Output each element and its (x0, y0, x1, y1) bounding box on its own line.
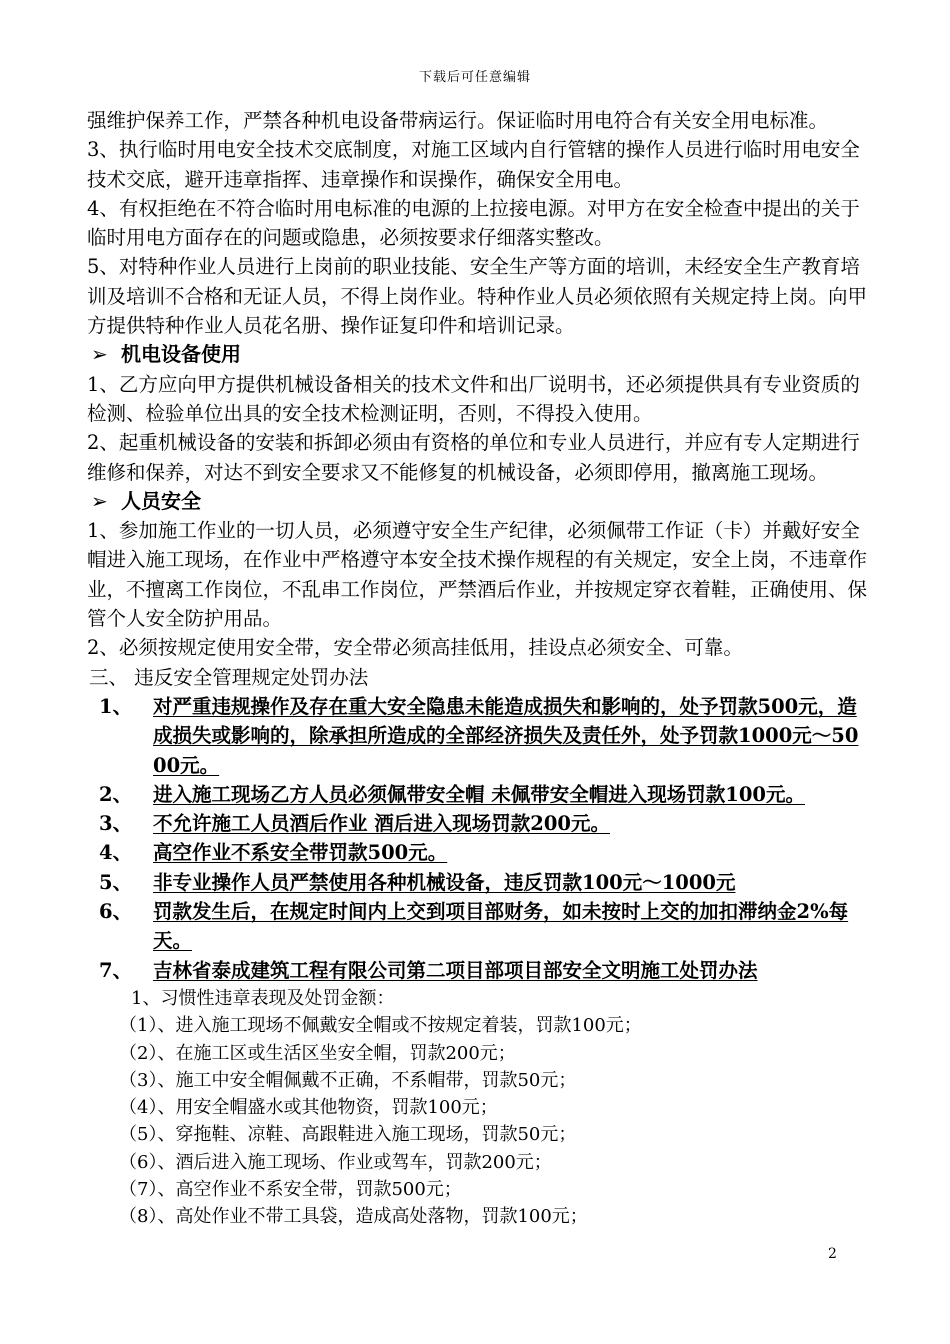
penalty-rule (87, 838, 867, 867)
section-heading-equipment (87, 340, 867, 369)
paragraph: 2、起重机械设备的安装和拆卸必须由有资格的单位和专业人员进行，并应有专人定期进行维修和保养，对达不到安全要求又不能修复的机械设备，必须即停用，撤离施工现场。 (87, 431, 860, 484)
rule-number: 2、 (99, 782, 133, 806)
paragraph: 4、有权拒绝在不符合临时用电标准的电源的上拉接电源。对甲方在安全检查中提出的关于临时用电方面存在的问题或隐患，必须按要求仔细落实整改。 (87, 196, 860, 250)
rule-number: 6、 (99, 900, 133, 924)
section-title: 机电设备使用 (121, 342, 241, 367)
rule-text: 吉林省泰成建筑工程有限公司第二项目部项目部安全文明施工处罚办法 (153, 958, 758, 982)
penalty-rule-list (87, 692, 867, 985)
section-title: 人员安全 (121, 488, 201, 513)
paragraph: 5、对特种作业人员进行上岗前的职业技能、安全生产等方面的培训，未经安全生产教育培训及培训不合格和无证人员，不得上岗作业。特种作业人员必须依照有关规定持上岗。向甲方提供特种作业人员花名册、操作证复印件和培训记录。 (87, 255, 868, 338)
rule-text: 高空作业不系安全带罚款500元。 (153, 841, 448, 865)
rule-number: 3、 (99, 812, 133, 836)
list-item: （6）、酒后进入施工现场、作业或驾车，罚款200元； (119, 1151, 552, 1173)
penalty-rule (87, 692, 867, 780)
paragraph: 强维护保养工作，严禁各种机电设备带病运行。保证临时用电符合有关安全用电标准。 (87, 109, 829, 132)
rule-text: 不允许施工人员酒后作业 酒后进入现场罚款200元。 (153, 812, 610, 836)
list-item: （2）、在施工区或生活区坐安全帽，罚款200元； (119, 1042, 516, 1064)
list-item: （5）、穿拖鞋、凉鞋、高跟鞋进入施工现场，罚款50元； (119, 1124, 577, 1146)
rule-number: 4、 (99, 841, 133, 865)
list-item: （4）、用安全帽盛水或其他物资，罚款100元； (119, 1097, 498, 1119)
penalty-heading: 三、 违反安全管理规定处罚办法 (89, 665, 369, 689)
penalty-rule (87, 868, 867, 897)
rule-text: 进入施工现场乙方人员必须佩带安全帽 未佩带安全帽进入现场罚款100元。 (153, 782, 805, 806)
page-number: 2 (828, 1246, 837, 1262)
page-header-note: 下载后可任意编辑 (418, 70, 531, 85)
arrow-bullet-icon: ➢ (91, 488, 108, 513)
penalty-rule (87, 897, 867, 956)
list-item: （7）、高空作业不系安全带，罚款500元； (119, 1178, 462, 1200)
penalty-rule (87, 809, 867, 838)
paragraph: 1、参加施工作业的一切人员，必须遵守安全生产纪律，必须佩带工作证（卡）并戴好安全帽进入施工现场，在作业中严格遵守本安全技术操作规程的有关规定，安全上岗，不违章作业，不擅离工作岗位，不乱串工作岗位，严禁酒后作业，并按规定穿衣着鞋，正确使用、保管个人安全防护用品。 (87, 519, 868, 631)
rule-text: 对严重违规操作及存在重大安全隐患未能造成损失和影响的，处予罚款500元，造成损失或影响的，除承担所造成的全部经济损失及责任外，处予罚款1000元～5000元。 (153, 694, 859, 777)
list-item: （8）、高处作业不带工具袋，造成高处落物，罚款100元； (119, 1206, 588, 1228)
list-item: （1）、进入施工现场不佩戴安全帽或不按规定着装，罚款100元； (119, 1015, 642, 1037)
rule-number: 5、 (99, 870, 133, 894)
document-body (87, 106, 867, 1231)
paragraph: 2、必须按规定使用安全带，安全带必须高挂低用，挂设点必须安全、可靠。 (87, 636, 743, 660)
rule-number: 7、 (99, 958, 133, 982)
paragraph: 3、执行临时用电安全技术交底制度，对施工区域内自行管辖的操作人员进行临时用电安全技术交底，避开违章指挥、违章操作和误操作，确保安全用电。 (87, 138, 860, 191)
list-item: （3）、施工中安全帽佩戴不正确，不系帽带，罚款50元； (119, 1069, 577, 1091)
arrow-bullet-icon: ➢ (91, 342, 108, 367)
habit-violation-heading: 1、习惯性违章表现及处罚金额： (131, 987, 395, 1009)
penalty-rule (87, 956, 867, 985)
habit-violation-list (87, 1012, 867, 1230)
paragraph: 1、乙方应向甲方提供机械设备相关的技术文件和出厂说明书，还必须提供具有专业资质的检测、检验单位出具的安全技术检测证明，否则，不得投入使用。 (87, 372, 860, 425)
penalty-rule (87, 780, 867, 809)
rule-text: 非专业操作人员严禁使用各种机械设备，违反罚款100元～1000元 (153, 870, 736, 894)
section-heading-personnel (87, 487, 867, 516)
rule-number: 1、 (99, 694, 133, 718)
rule-text: 罚款发生后，在规定时间内上交到项目部财务，如未按时上交的加扣滞纳金2%每天。 (153, 900, 849, 953)
